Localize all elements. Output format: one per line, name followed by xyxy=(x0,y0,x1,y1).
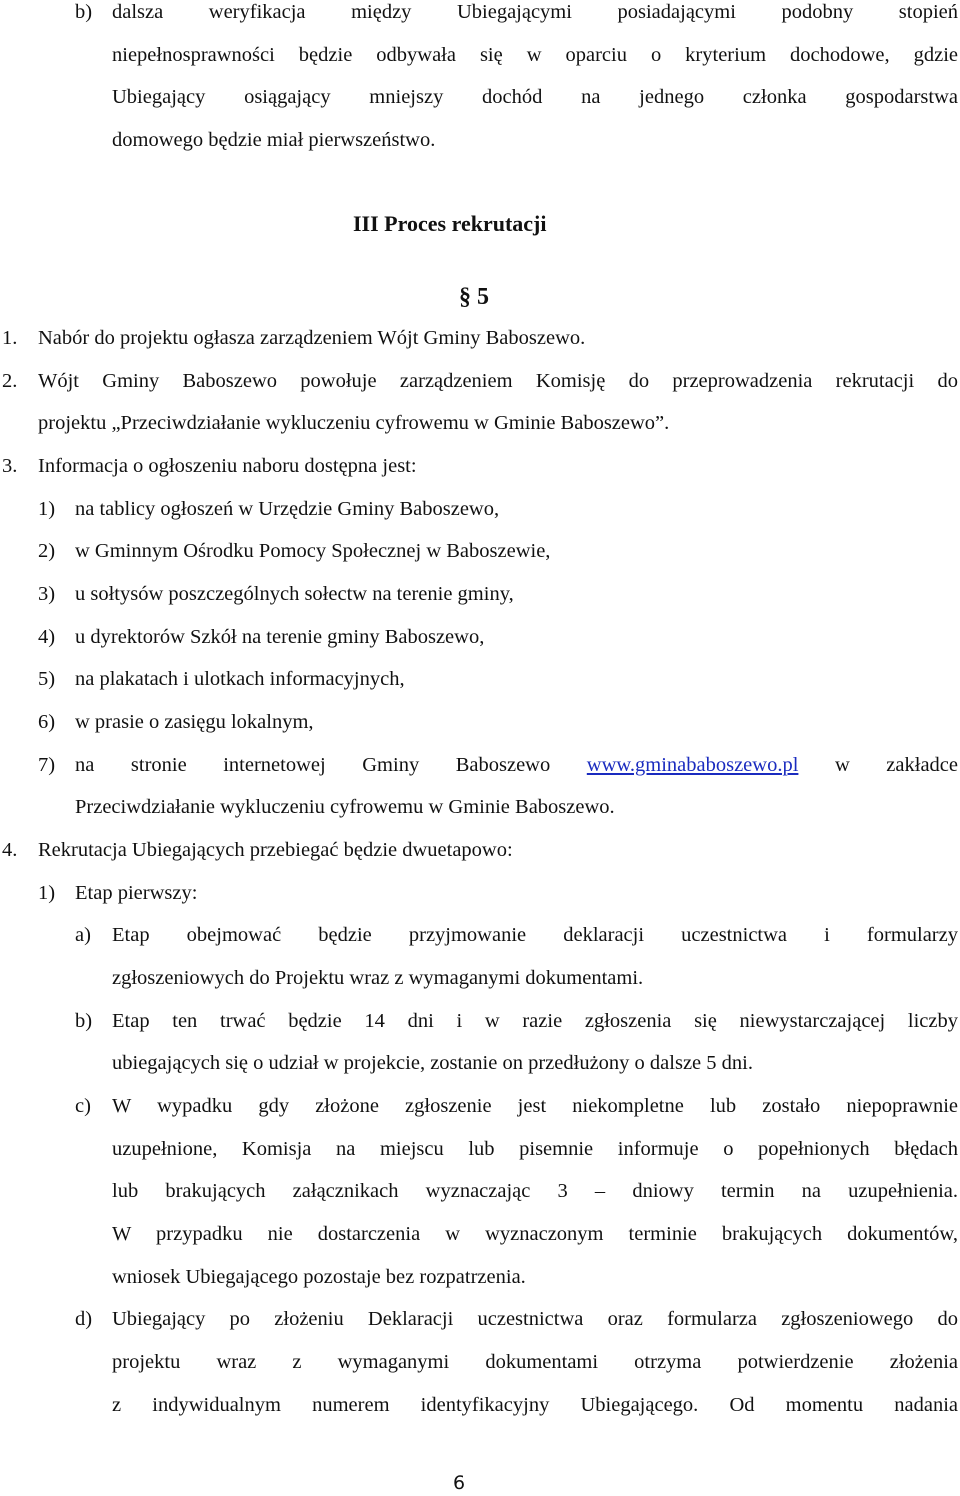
list-marker: 1) xyxy=(38,882,56,904)
sub-b-line-1: Etap ten trwać będzie 14 dni i w razie zgłoszenia się niewystarczającej liczby xyxy=(112,1010,958,1032)
list-marker: 1) xyxy=(38,498,56,520)
sub-marker-a: a) xyxy=(75,924,91,946)
list-marker: 7) xyxy=(38,754,56,776)
point-2-line-2: projektu „Przeciwdziałanie wykluczeniu cyfrowemu w Gminie Baboszewo”. xyxy=(38,412,670,434)
sub-c-line-2: uzupełnione, Komisja na miejscu lub pisemnie informuje o popełnionych błędach xyxy=(112,1138,958,1160)
point-2-line-1: Wójt Gminy Baboszewo powołuje zarządzeniem Komisję do przeprowadzenia rekrutacji do xyxy=(38,370,958,392)
sub-a-line-1: Etap obejmować będzie przyjmowanie deklaracji uczestnictwa i formularzy xyxy=(112,924,958,946)
sub-d-line-3: z indywidualnym numerem identyfikacyjny Ubiegającego. Od momentu nadania xyxy=(112,1394,958,1416)
website-link[interactable]: www.gminababoszewo.pl xyxy=(586,754,799,776)
list-item: u sołtysów poszczególnych sołectw na terenie gminy, xyxy=(75,583,514,605)
sub-c-line-1: W wypadku gdy złożone zgłoszenie jest niekompletne lub zostało niepoprawnie xyxy=(112,1095,958,1117)
point-1-text: Nabór do projektu ogłasza zarządzeniem Wójt Gminy Baboszewo. xyxy=(38,327,586,349)
list-item: na tablicy ogłoszeń w Urzędzie Gminy Baboszewo, xyxy=(75,498,500,520)
point-3-text: Informacja o ogłoszeniu naboru dostępna jest: xyxy=(38,455,417,477)
intro-line-2: niepełnosprawności będzie odbywała się w oparciu o kryterium dochodowe, gdzie xyxy=(112,44,958,66)
stage-1-text: Etap pierwszy: xyxy=(75,882,198,904)
list-item: u dyrektorów Szkół na terenie gminy Baboszewo, xyxy=(75,626,485,648)
list-item: na plakatach i ulotkach informacyjnych, xyxy=(75,668,405,690)
intro-line-3: Ubiegający osiągający mniejszy dochód na jednego członka gospodarstwa xyxy=(112,86,958,108)
point-4-text: Rekrutacja Ubiegających przebiegać będzie dwuetapowo: xyxy=(38,839,513,861)
intro-marker: b) xyxy=(75,1,93,23)
point-2-number: 2. xyxy=(2,370,18,392)
intro-line-4: domowego będzie miał pierwszeństwo. xyxy=(112,129,436,151)
point-3-number: 3. xyxy=(2,455,18,477)
list-item-7-text-after: w zakładce xyxy=(834,754,958,776)
sub-d-line-1: Ubiegający po złożeniu Deklaracji uczestnictwa oraz formularza zgłoszeniowego do xyxy=(112,1308,958,1330)
sub-c-line-3: lub brakujących załącznikach wyznaczając 3 – dniowy termin na uzupełnienia. xyxy=(112,1180,958,1202)
sub-b-line-2: ubiegających się o udział w projekcie, zostanie on przedłużony o dalsze 5 dni. xyxy=(112,1052,753,1074)
list-marker: 4) xyxy=(38,626,56,648)
list-item-7-line-2: Przeciwdziałanie wykluczeniu cyfrowemu w Gminie Baboszewo. xyxy=(75,796,615,818)
list-marker: 3) xyxy=(38,583,56,605)
list-marker: 5) xyxy=(38,668,56,690)
list-item-7-line-1 xyxy=(75,752,958,778)
list-item: w Gminnym Ośrodku Pomocy Społecznej w Baboszewie, xyxy=(75,540,551,562)
sub-marker-b: b) xyxy=(75,1010,93,1032)
sub-c-line-4: W przypadku nie dostarczenia w wyznaczonym terminie brakujących dokumentów, xyxy=(112,1223,958,1245)
sub-a-line-2: zgłoszeniowych do Projektu wraz z wymaganymi dokumentami. xyxy=(112,967,644,989)
sub-marker-c: c) xyxy=(75,1095,91,1117)
sub-d-line-2: projektu wraz z wymaganymi dokumentami otrzyma potwierdzenie złożenia xyxy=(112,1351,958,1373)
list-marker: 2) xyxy=(38,540,56,562)
paragraph-sign: § xyxy=(459,284,471,310)
list-item: w prasie o zasięgu lokalnym, xyxy=(75,711,314,733)
paragraph-number: 5 xyxy=(477,284,489,310)
paragraph-heading xyxy=(459,284,489,310)
sub-marker-d: d) xyxy=(75,1308,93,1330)
point-1-number: 1. xyxy=(2,327,18,349)
sub-c-line-5: wniosek Ubiegającego pozostaje bez rozpatrzenia. xyxy=(112,1266,526,1288)
section-title: III Proces rekrutacji xyxy=(353,211,547,236)
intro-line-1: dalsza weryfikacja między Ubiegającymi posiadającymi podobny stopień xyxy=(112,1,958,23)
page-number: 6 xyxy=(453,1472,466,1494)
list-marker: 6) xyxy=(38,711,56,733)
list-item-7-text: na stronie internetowej Gminy Baboszewo xyxy=(75,754,551,776)
point-4-number: 4. xyxy=(2,839,18,861)
